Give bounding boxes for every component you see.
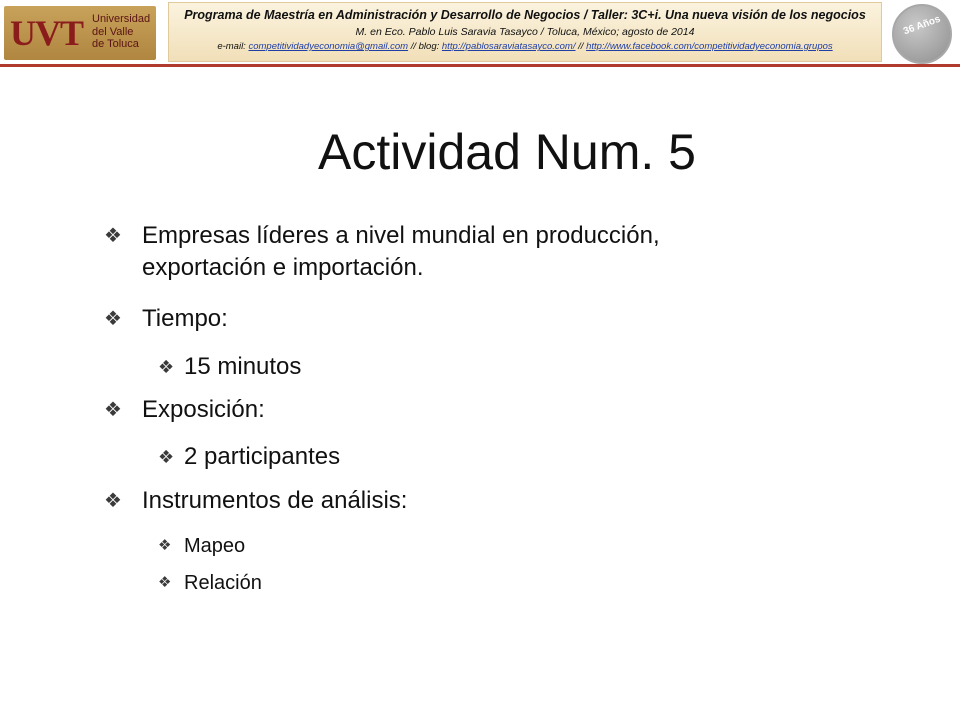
author-line: M. en Eco. Pablo Luis Saravia Tasayco / Toluca, México; agosto de 2014 <box>355 26 695 38</box>
diamond-bullet-icon: ❖ <box>158 537 172 554</box>
contact-line: e-mail: competitividadyeconomia@gmail.com // blog: http://pablosaraviatasayco.com/ // http://www.facebook.com/competitividadyeconomia.grupos <box>217 41 833 52</box>
diamond-bullet-icon: ❖ <box>104 490 122 512</box>
facebook-link[interactable]: http://www.facebook.com/competitividadyeconomia.grupos <box>586 41 833 52</box>
bullet-item: ❖ Tiempo: <box>104 303 228 335</box>
bullet-item: ❖ Exposición: <box>104 394 265 426</box>
logo-text: Universidad del Valle de Toluca <box>92 13 151 50</box>
blog-link[interactable]: http://pablosaraviatasayco.com/ <box>441 41 576 52</box>
diamond-bullet-icon: ❖ <box>104 308 122 330</box>
bullet-item: ❖ Empresas líderes a nivel mundial en producción, exportación e importación. <box>104 222 660 281</box>
slide-title: Actividad Num. 5 <box>318 124 696 180</box>
seal-text: 36 Años <box>902 13 942 38</box>
sub-bullet-item: ❖ 15 minutos <box>158 351 301 383</box>
header-divider <box>0 64 960 67</box>
diamond-bullet-icon: ❖ <box>104 399 122 421</box>
email-link[interactable]: competitividadyeconomia@gmail.com <box>248 41 409 52</box>
program-banner <box>168 2 882 62</box>
anniversary-seal <box>892 4 952 64</box>
sub-sub-bullet-item: ❖ Mapeo <box>158 535 246 557</box>
diamond-bullet-icon: ❖ <box>158 357 175 377</box>
sub-sub-bullet-item: ❖ Relación <box>158 572 262 594</box>
diamond-bullet-icon: ❖ <box>158 447 175 467</box>
university-logo <box>4 6 156 60</box>
program-title: Programa de Maestría en Administración y Desarrollo de Negocios / Taller: 3C+i. Una nueva visión de los negocios <box>184 8 866 22</box>
logo-mark: UVT <box>10 13 84 53</box>
sub-bullet-item: ❖ 2 participantes <box>158 441 340 473</box>
diamond-bullet-icon: ❖ <box>158 574 172 591</box>
diamond-bullet-icon: ❖ <box>104 225 122 247</box>
header-banner <box>0 0 960 66</box>
bullet-item: ❖ Instrumentos de análisis: <box>104 485 407 517</box>
